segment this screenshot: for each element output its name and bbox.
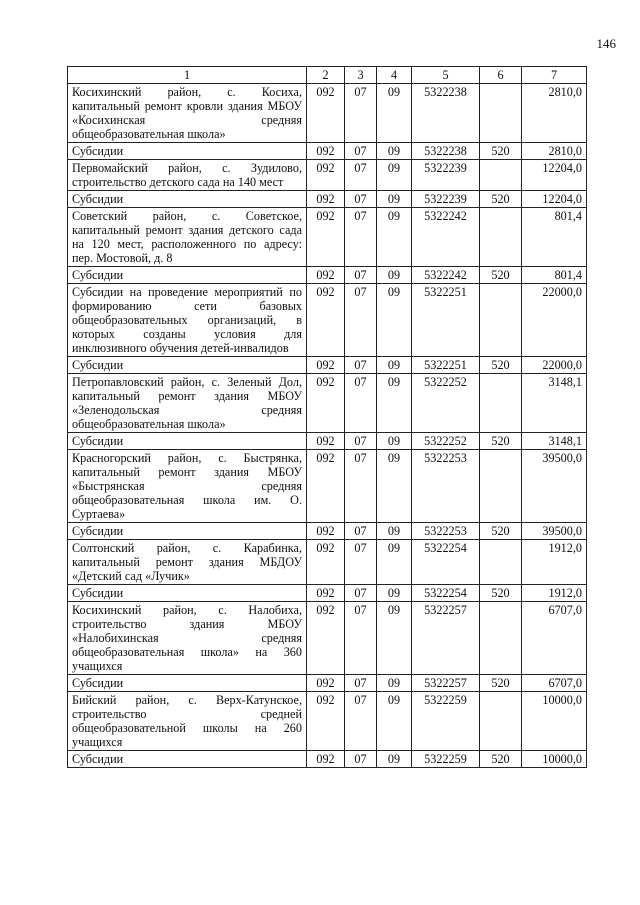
table-row [68,602,587,675]
row-name-cell: Бийский район, с. Верх-Катунское, строительство средней общеобразовательной школы на 260 учащихся [68,692,307,751]
row-name-cell: Субсидии [68,751,307,768]
row-target-article-cell: 5322259 [412,751,480,768]
row-expense-type-cell [480,284,522,357]
row-admin-code-cell: 092 [307,692,345,751]
row-name-cell: Субсидии [68,585,307,602]
row-amount-cell: 10000,0 [522,751,587,768]
row-admin-code-cell: 092 [307,143,345,160]
row-section-cell: 07 [345,84,377,143]
row-subsection-cell: 09 [377,450,412,523]
row-expense-type-cell [480,692,522,751]
row-expense-type-cell [480,160,522,191]
table-header-row [68,67,587,84]
row-amount-cell: 12204,0 [522,160,587,191]
row-target-article-cell: 5322252 [412,374,480,433]
row-expense-type-cell [480,374,522,433]
page-number: 146 [596,36,616,51]
row-name-cell: Косихинский район, с. Налобиха, строительство здания МБОУ «Налобихинская средняя общеобразовательная школа» на 360 учащихся [68,602,307,675]
table-row [68,523,587,540]
table-row [68,675,587,692]
row-expense-type-cell: 520 [480,523,522,540]
row-section-cell: 07 [345,143,377,160]
row-admin-code-cell: 092 [307,160,345,191]
row-name-cell: Субсидии [68,143,307,160]
row-amount-cell: 10000,0 [522,692,587,751]
row-section-cell: 07 [345,374,377,433]
table-body [68,84,587,768]
row-name-cell: Первомайский район, с. Зудилово, строительство детского сада на 140 мест [68,160,307,191]
row-amount-cell: 12204,0 [522,191,587,208]
row-amount-cell: 6707,0 [522,602,587,675]
row-admin-code-cell: 092 [307,540,345,585]
row-target-article-cell: 5322251 [412,284,480,357]
row-section-cell: 07 [345,191,377,208]
row-admin-code-cell: 092 [307,450,345,523]
row-section-cell: 07 [345,284,377,357]
row-expense-type-cell [480,602,522,675]
table-row [68,692,587,751]
row-expense-type-cell: 520 [480,433,522,450]
row-section-cell: 07 [345,267,377,284]
row-name-cell: Субсидии [68,433,307,450]
row-section-cell: 07 [345,523,377,540]
row-admin-code-cell: 092 [307,374,345,433]
row-section-cell: 07 [345,602,377,675]
row-target-article-cell: 5322252 [412,433,480,450]
row-section-cell: 07 [345,751,377,768]
table-row [68,585,587,602]
row-section-cell: 07 [345,675,377,692]
row-section-cell: 07 [345,692,377,751]
row-name-cell: Субсидии [68,267,307,284]
row-section-cell: 07 [345,450,377,523]
row-expense-type-cell: 520 [480,143,522,160]
row-target-article-cell: 5322238 [412,143,480,160]
row-amount-cell: 801,4 [522,208,587,267]
row-expense-type-cell [480,208,522,267]
row-subsection-cell: 09 [377,160,412,191]
budget-table [67,66,587,768]
column-header-7: 7 [522,67,587,84]
row-name-cell: Косихинский район, с. Косиха, капитальный ремонт кровли здания МБОУ «Косихинская средняя общеобразовательная школа» [68,84,307,143]
row-section-cell: 07 [345,160,377,191]
table-row [68,84,587,143]
row-expense-type-cell [480,450,522,523]
row-subsection-cell: 09 [377,267,412,284]
row-target-article-cell: 5322251 [412,357,480,374]
row-subsection-cell: 09 [377,751,412,768]
row-subsection-cell: 09 [377,84,412,143]
row-target-article-cell: 5322254 [412,540,480,585]
row-subsection-cell: 09 [377,692,412,751]
row-subsection-cell: 09 [377,602,412,675]
row-target-article-cell: 5322239 [412,160,480,191]
row-subsection-cell: 09 [377,143,412,160]
table-row [68,357,587,374]
table-row [68,208,587,267]
row-expense-type-cell: 520 [480,585,522,602]
row-section-cell: 07 [345,208,377,267]
row-amount-cell: 3148,1 [522,374,587,433]
row-subsection-cell: 09 [377,374,412,433]
row-subsection-cell: 09 [377,540,412,585]
row-target-article-cell: 5322259 [412,692,480,751]
row-subsection-cell: 09 [377,284,412,357]
row-amount-cell: 801,4 [522,267,587,284]
table-row [68,751,587,768]
row-expense-type-cell [480,540,522,585]
row-name-cell: Субсидии на проведение мероприятий по формированию сети базовых общеобразовательных организаций, в которых созданы условия для инклюзивного обучения детей-инвалидов [68,284,307,357]
column-header-4: 4 [377,67,412,84]
row-section-cell: 07 [345,540,377,585]
row-name-cell: Субсидии [68,523,307,540]
column-header-6: 6 [480,67,522,84]
row-target-article-cell: 5322254 [412,585,480,602]
row-admin-code-cell: 092 [307,208,345,267]
column-header-5: 5 [412,67,480,84]
table-row [68,374,587,433]
row-amount-cell: 3148,1 [522,433,587,450]
row-target-article-cell: 5322238 [412,84,480,143]
row-subsection-cell: 09 [377,523,412,540]
row-amount-cell: 39500,0 [522,523,587,540]
row-expense-type-cell: 520 [480,675,522,692]
row-amount-cell: 2810,0 [522,84,587,143]
row-subsection-cell: 09 [377,675,412,692]
row-admin-code-cell: 092 [307,433,345,450]
row-amount-cell: 6707,0 [522,675,587,692]
row-expense-type-cell [480,84,522,143]
row-target-article-cell: 5322253 [412,450,480,523]
row-target-article-cell: 5322257 [412,602,480,675]
column-header-2: 2 [307,67,345,84]
column-header-1: 1 [68,67,307,84]
table-row [68,450,587,523]
row-subsection-cell: 09 [377,433,412,450]
row-target-article-cell: 5322242 [412,208,480,267]
row-name-cell: Советский район, с. Советское, капитальный ремонт здания детского сада на 120 мест, расположенного по адресу: пер. Мостовой, д. 8 [68,208,307,267]
row-admin-code-cell: 092 [307,267,345,284]
table-row [68,191,587,208]
row-admin-code-cell: 092 [307,191,345,208]
table-row [68,540,587,585]
row-amount-cell: 39500,0 [522,450,587,523]
row-section-cell: 07 [345,357,377,374]
row-subsection-cell: 09 [377,208,412,267]
row-section-cell: 07 [345,585,377,602]
row-name-cell: Солтонский район, с. Карабинка, капитальный ремонт здания МБДОУ «Детский сад «Лучик» [68,540,307,585]
row-name-cell: Субсидии [68,675,307,692]
table-row [68,267,587,284]
column-header-3: 3 [345,67,377,84]
row-admin-code-cell: 092 [307,751,345,768]
row-expense-type-cell: 520 [480,191,522,208]
row-target-article-cell: 5322242 [412,267,480,284]
row-section-cell: 07 [345,433,377,450]
row-admin-code-cell: 092 [307,284,345,357]
row-name-cell: Субсидии [68,357,307,374]
row-subsection-cell: 09 [377,585,412,602]
row-amount-cell: 1912,0 [522,585,587,602]
row-admin-code-cell: 092 [307,523,345,540]
row-target-article-cell: 5322253 [412,523,480,540]
row-amount-cell: 22000,0 [522,357,587,374]
table-row [68,160,587,191]
row-amount-cell: 2810,0 [522,143,587,160]
row-name-cell: Субсидии [68,191,307,208]
row-admin-code-cell: 092 [307,84,345,143]
row-name-cell: Петропавловский район, с. Зеленый Дол, капитальный ремонт здания МБОУ «Зеленодольская средняя общеобразовательная школа» [68,374,307,433]
row-admin-code-cell: 092 [307,675,345,692]
table-row [68,433,587,450]
row-amount-cell: 1912,0 [522,540,587,585]
table-row [68,284,587,357]
row-target-article-cell: 5322257 [412,675,480,692]
row-subsection-cell: 09 [377,191,412,208]
row-amount-cell: 22000,0 [522,284,587,357]
row-expense-type-cell: 520 [480,267,522,284]
row-target-article-cell: 5322239 [412,191,480,208]
row-admin-code-cell: 092 [307,602,345,675]
table-row [68,143,587,160]
row-expense-type-cell: 520 [480,357,522,374]
row-expense-type-cell: 520 [480,751,522,768]
row-subsection-cell: 09 [377,357,412,374]
row-name-cell: Красногорский район, с. Быстрянка, капитальный ремонт здания МБОУ «Быстрянская средняя общеобразовательная школа им. О. Суртаева» [68,450,307,523]
row-admin-code-cell: 092 [307,357,345,374]
row-admin-code-cell: 092 [307,585,345,602]
